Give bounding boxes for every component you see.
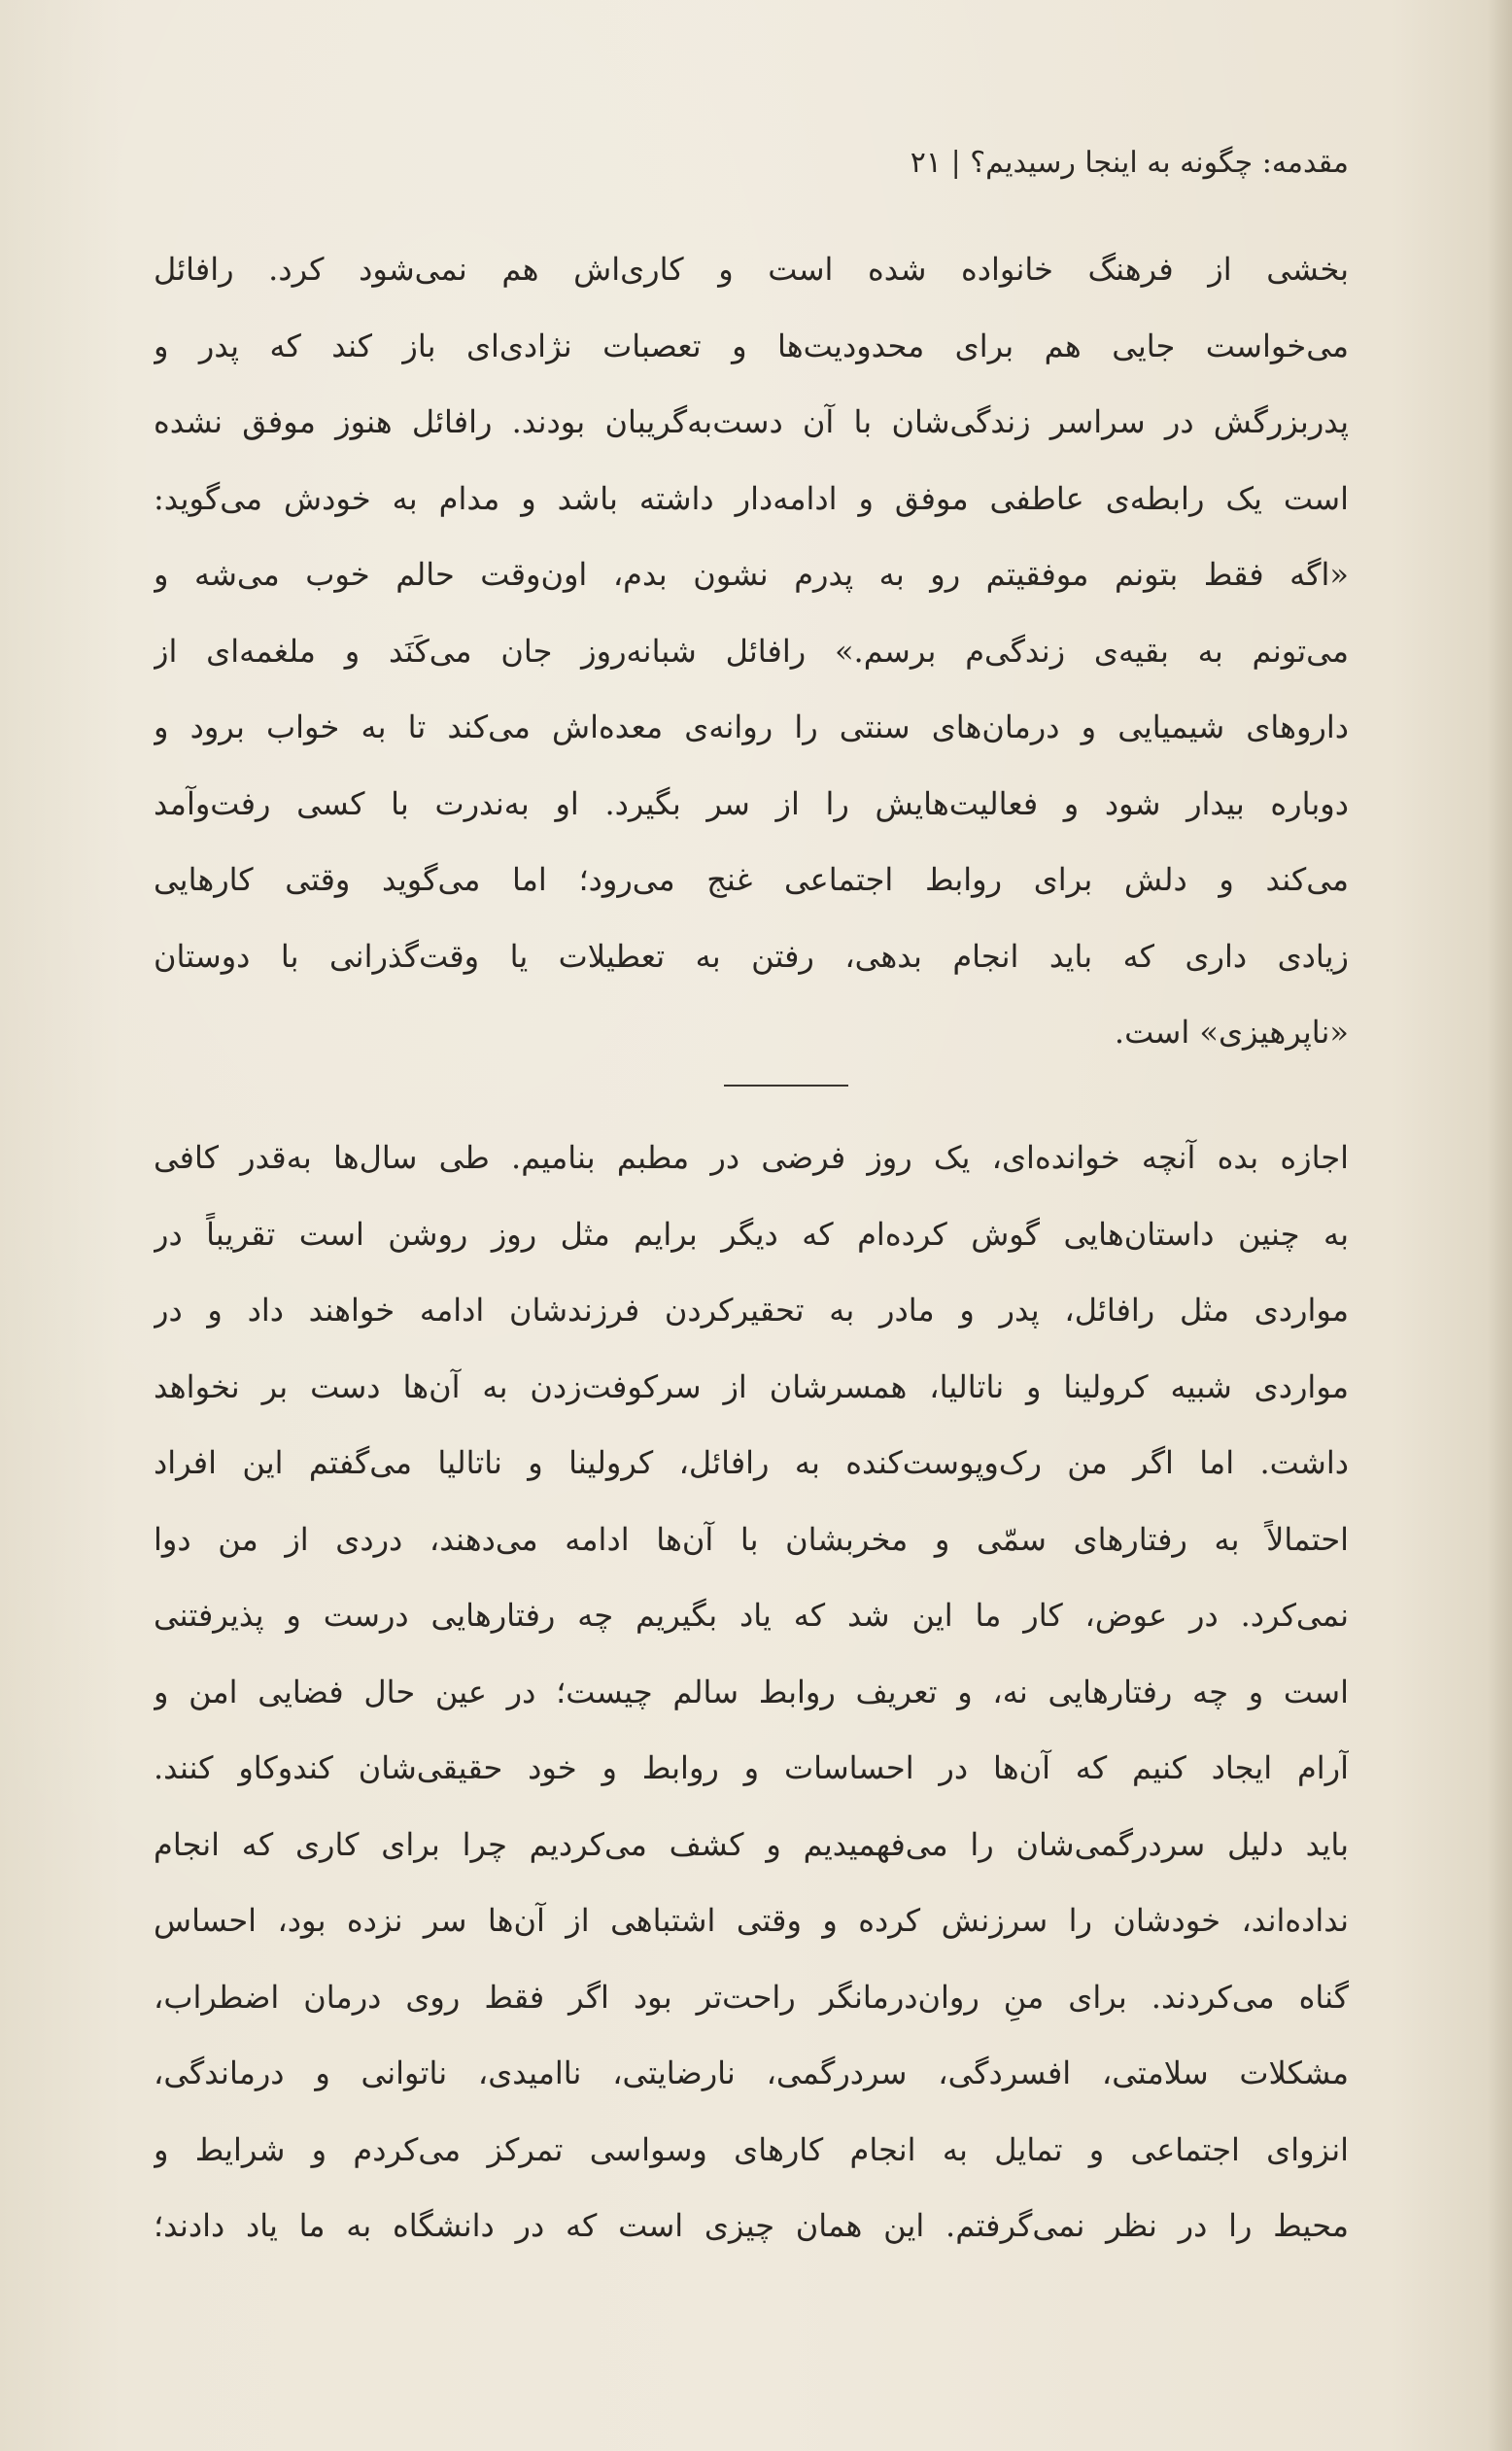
running-header: مقدمه: چگونه به اینجا رسیدیم؟ | ۲۱	[910, 146, 1349, 180]
text-line: است یک رابطه‌ی عاطفی موفق و ادامه‌دار داشته باشد و مدام به خودش می‌گوید:	[154, 479, 1349, 517]
text-line: آرام ایجاد کنیم که آن‌ها در احساسات و روابط و خود حقیقی‌شان کندوکاو کنند.	[154, 1749, 1349, 1786]
text-line: می‌تونم به بقیه‌ی زندگی‌م برسم.» رافائل شبانه‌روز جان می‌کَنَد و ملغمه‌ای از	[154, 632, 1349, 670]
text-line: پدربزرگش در سراسر زندگی‌شان با آن دست‌به‌گریبان بودند. رافائل هنوز موفق نشده	[154, 403, 1349, 440]
text-line: مواردی شبیه کرولینا و ناتالیا، همسرشان از سرکوفت‌زدن به آن‌ها دست بر نخواهد	[154, 1367, 1349, 1405]
text-line: نمی‌کرد. در عوض، کار ما این شد که یاد بگیریم چه رفتارهایی درست و پذیرفتنی	[154, 1597, 1349, 1634]
text-line: زیادی داری که باید انجام بدهی، رفتن به تعطیلات یا وقت‌گذرانی با دوستان	[154, 937, 1349, 975]
section-divider	[724, 1085, 848, 1087]
text-line: «ناپرهیزی» است.	[1114, 1014, 1349, 1051]
text-line: می‌خواست جایی هم برای محدودیت‌ها و تعصبات نژادی‌ای باز کند که پدر و	[154, 327, 1349, 364]
text-line: اجازه بده آنچه خوانده‌ای، یک روز فرضی در مطبم بنامیم. طی سال‌ها به‌قدر کافی	[154, 1139, 1349, 1176]
text-line: «اگه فقط بتونم موفقیتم رو به پدرم نشون بدم، اون‌وقت حالم خوب می‌شه و	[154, 556, 1349, 593]
text-line: انزوای اجتماعی و تمایل به انجام کارهای وسواسی تمرکز می‌کردم و شرایط و	[154, 2130, 1349, 2168]
text-line: محیط را در نظر نمی‌گرفتم. این همان چیزی است که در دانشگاه به ما یاد دادند؛	[154, 2207, 1349, 2244]
text-line: دوباره بیدار شود و فعالیت‌هایش را از سر بگیرد. او به‌ندرت با کسی رفت‌وآمد	[154, 784, 1349, 822]
text-line: داشت. اما اگر من رک‌وپوست‌کنده به رافائل، کرولینا و ناتالیا می‌گفتم این افراد	[154, 1444, 1349, 1481]
text-line: نداده‌اند، خودشان را سرزنش کرده و وقتی اشتباهی از آن‌ها سر نزده بود، احساس	[154, 1902, 1349, 1939]
page-edge-shadow	[1487, 0, 1512, 2451]
text-line: مواردی مثل رافائل، پدر و مادر به تحقیرکردن فرزندشان ادامه خواهند داد و در	[154, 1292, 1349, 1329]
text-line: باید دلیل سردرگمی‌شان را می‌فهمیدیم و کشف می‌کردیم چرا برای کاری که انجام	[154, 1825, 1349, 1863]
text-line: است و چه رفتارهایی نه، و تعریف روابط سالم چیست؛ در عین حال فضایی امن و	[154, 1673, 1349, 1710]
paragraph-2	[154, 1120, 1349, 2264]
text-line: گناه می‌کردند. برای منِ روان‌درمانگر راحت‌تر بود اگر فقط روی درمان اضطراب،	[154, 1978, 1349, 2016]
text-line: می‌کند و دلش برای روابط اجتماعی غنج می‌رود؛ اما می‌گوید وقتی کارهایی	[154, 861, 1349, 898]
text-line: داروهای شیمیایی و درمان‌های سنتی را روانه‌ی معده‌اش می‌کند تا به خواب برود و	[154, 708, 1349, 745]
paragraph-1	[154, 231, 1349, 1071]
text-line: مشکلات سلامتی، افسردگی، سردرگمی، نارضایتی، ناامیدی، ناتوانی و درماندگی،	[154, 2054, 1349, 2091]
text-line: بخشی از فرهنگ خانواده شده است و کاری‌اش هم نمی‌شود کرد. رافائل	[154, 251, 1349, 288]
text-line: احتمالاً به رفتارهای سمّی و مخربشان با آن‌ها ادامه می‌دهند، دردی از من دوا	[154, 1520, 1349, 1558]
text-line: به چنین داستان‌هایی گوش کرده‌ام که دیگر برایم مثل روز روشن است تقریباً در	[154, 1215, 1349, 1253]
